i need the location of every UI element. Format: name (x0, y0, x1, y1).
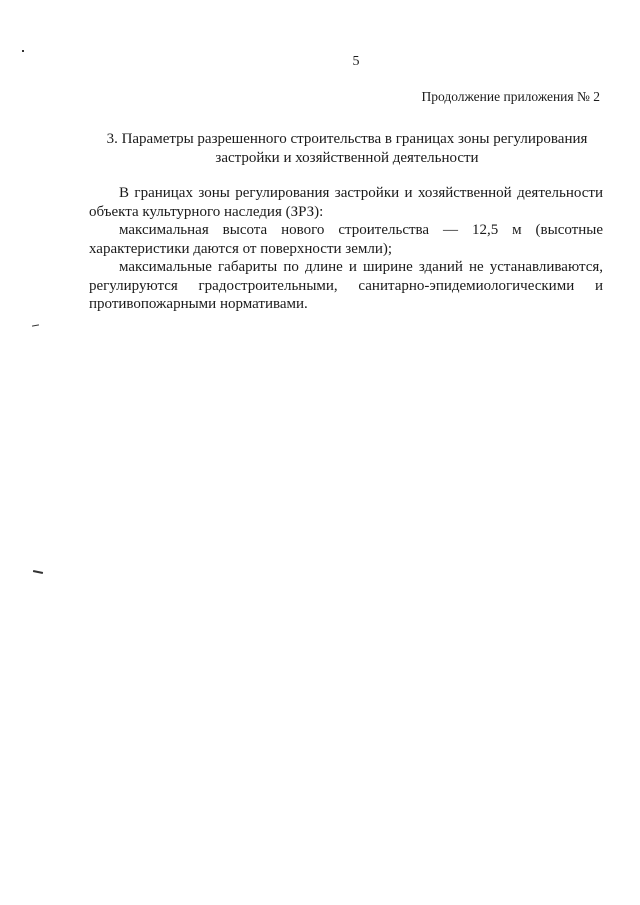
paragraph-max-height: максимальная высота нового строительства — 12,5 м (высотные характеристики даются от поверхности земли); (89, 222, 603, 257)
paragraph-zone-intro: В границах зоны регулирования застройки и хозяйственной деятельности объекта культурного наследия (ЗРЗ): (89, 185, 603, 220)
scan-artifact (22, 50, 24, 52)
section-heading-line-2: застройки и хозяйственной деятельности (215, 150, 479, 166)
body-text (89, 184, 603, 314)
appendix-note: Продолжение приложения № 2 (421, 89, 600, 104)
paragraph-max-dimensions: максимальные габариты по длине и ширине зданий не устанавливаются, регулируются градостроительными, санитарно-эпидемиологическими и противопожарными нормативами. (89, 259, 603, 312)
scan-artifact (33, 570, 43, 574)
section-heading (90, 130, 604, 168)
page-number: 5 (352, 54, 360, 69)
scan-artifact (32, 324, 39, 326)
section-heading-line-1: 3. Параметры разрешенного строительства в границах зоны регулирования (106, 131, 588, 147)
